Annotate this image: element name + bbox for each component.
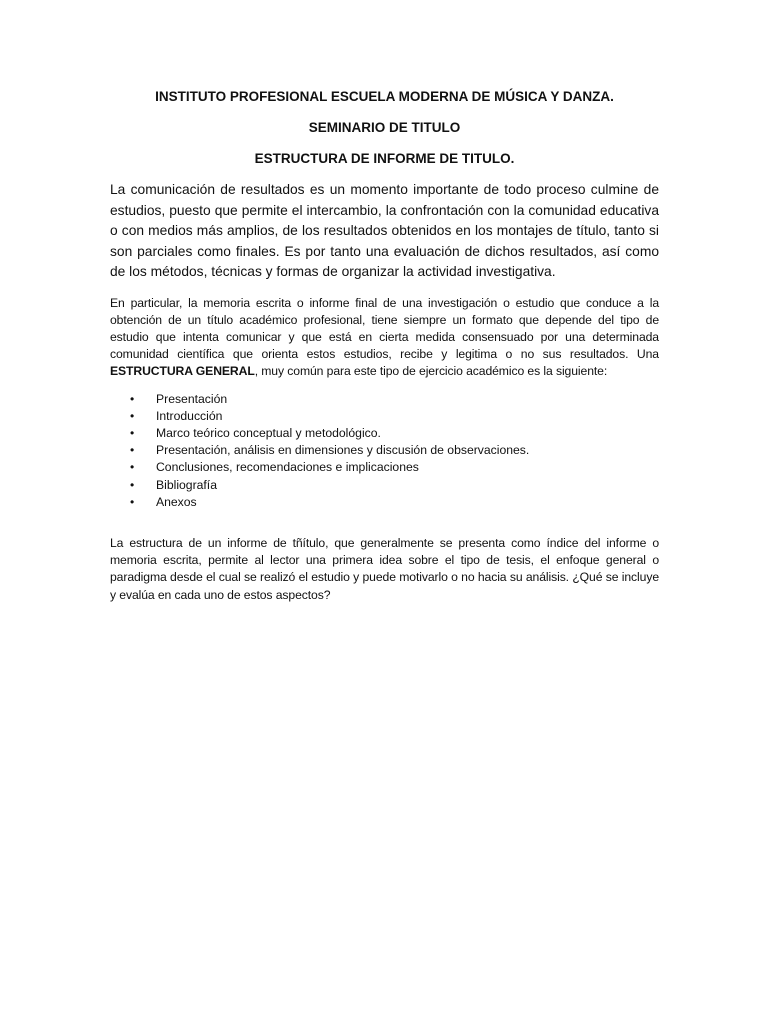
list-item [110,459,659,476]
list-item-label: Conclusiones, recomendaciones e implicaciones [156,460,419,475]
list-item [110,425,659,442]
bullet-icon: • [130,443,135,458]
bullet-icon: • [130,477,135,492]
list-item [110,477,659,494]
bullet-icon: • [130,408,135,423]
list-item-label: Presentación [156,391,228,406]
document-title: ESTRUCTURA DE INFORME DE TITULO. [254,151,515,166]
closing-paragraph: La estructura de un informe de tñítulo, que generalmente se presenta como índice del informe o memoria escrita, permite al lector una primera idea sobre el tipo de tesis, el enfoque general o paradigma desde el cual se realizó el estudio y puede motivarlo o no hacia su análisis. ¿Qué se incluye y evalúa en cada uno de estos aspectos? [110,535,659,602]
list-item [110,494,659,511]
list-item [110,442,659,459]
list-item-label: Presentación, análisis en dimensiones y discusión de observaciones. [156,443,530,458]
bullet-icon: • [130,494,135,509]
bullet-icon: • [130,460,135,475]
structure-paragraph [110,295,659,381]
bullet-icon: • [130,425,135,440]
structure-paragraph-text-start: En particular, la memoria escrita o informe final de una investigación o estudio que conduce a la obtención de un título académico profesional, tiene siempre un formato que depende del tipo de estudio que intenta comunicar y que está en cierta medida consensuado por una determinada comunidad científica que orienta estos estudios, recibe y legitima o no sus resultados. Una [110,295,659,362]
institution-heading: INSTITUTO PROFESIONAL ESCUELA MODERNA DE MÚSICA Y DANZA. [155,89,614,104]
intro-paragraph: La comunicación de resultados es un momento importante de todo proceso culmine de estudios, puesto que permite el intercambio, la confrontación con la comunidad educativa o con medios más amplios, de los resultados obtenidos en los montajes de título, tanto si son parciales como finales. Es por tanto una evaluación de dichos resultados, así como de los métodos, técnicas y formas de organizar la actividad investigativa. [110,182,659,279]
structure-paragraph-text-end: , muy común para este tipo de ejercicio académico es la siguiente: [254,364,608,379]
structure-list [110,391,659,511]
list-item [110,391,659,408]
list-item-label: Bibliografía [156,477,217,492]
bullet-icon: • [130,391,135,406]
list-item-label: Introducción [156,408,223,423]
structure-general-emphasis: ESTRUCTURA GENERAL [110,364,255,379]
course-heading: SEMINARIO DE TITULO [308,120,461,135]
list-item [110,408,659,425]
list-item-label: Anexos [156,494,197,509]
list-item-label: Marco teórico conceptual y metodológico. [156,425,381,440]
